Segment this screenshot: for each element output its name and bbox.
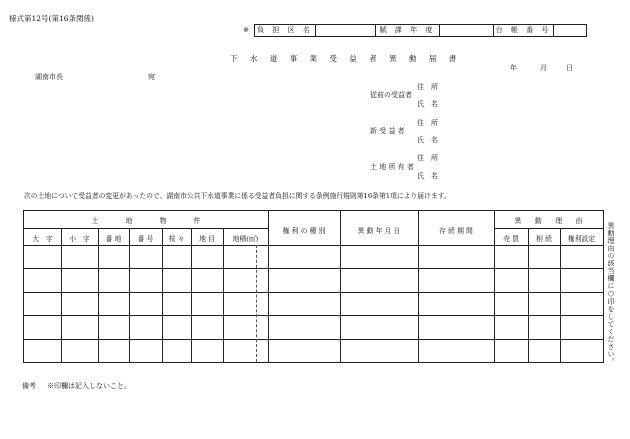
header-boxes [254,24,587,37]
date-day: 日 [566,64,573,72]
land-group-header: 土 地 物 件 [91,217,201,225]
col-baibai: 売 買 [503,235,519,243]
col-bango: 番 号 [137,235,154,243]
party-new-name: 氏 名 [417,136,438,144]
district-value[interactable] [315,25,375,36]
party-new-address: 住 所 [417,119,438,127]
col-chimoku: 地 目 [199,235,215,243]
party-new-role: 新 受 益 者 [370,127,405,135]
note-label: 備考 [22,382,36,390]
ledger-value[interactable] [553,25,588,36]
levy-year-value[interactable] [439,25,493,36]
col-change-date: 異 動 年 月 日 [357,227,401,235]
declaration-sentence: 次の土地について受益者の変更があったので、湖南市公共下水道事業に係る受益者負担に関する条例施行規則第16条第1項により届けます。 [24,192,451,200]
addressee-mayor: 湖南市長 [35,73,63,81]
col-chiseki: 地積(㎡) [232,235,259,243]
col-period: 存 続 期 間 [439,227,473,235]
document-title: 下 水 道 事 業 受 益 者 異 動 届 書 [230,54,462,63]
header-mark: ※ [243,26,249,34]
col-koaza: 小 字 [69,235,90,243]
ledger-label: 台 帳 番 号 [493,25,553,36]
party-previous-address: 住 所 [417,83,438,91]
party-previous-name: 氏 名 [417,100,438,108]
party-owner-name: 氏 名 [417,172,438,180]
col-souzoku: 相 続 [536,235,552,243]
addressee-suffix: 宛 [148,73,155,81]
reason-group-header: 異 動 理 由 [514,217,583,225]
district-label: 負 担 区 名 [257,26,313,34]
col-banchi: 番 地 [105,235,122,243]
note-text: ※印欄は記入しないこと。 [47,382,131,390]
col-kenri-settei: 権利設定 [567,235,596,243]
col-edaban: 枝 々 [168,235,185,243]
form-number: 様式第12号(第16条関係) [9,14,94,23]
date-month: 月 [540,64,547,72]
col-oaza: 大 字 [32,235,53,243]
levy-year-label: 賦 課 年 度 [375,25,439,36]
party-owner-role: 土 地 所 有 者 [370,163,414,171]
date-year: 年 [510,64,517,72]
land-table [23,210,604,363]
party-previous-role: 従前の受益者 [370,91,412,99]
side-note: 異動理由の該当欄に○印をしてください。 [607,222,615,366]
party-owner-address: 住 所 [417,154,438,162]
col-right-type: 権 利 の 種 別 [282,227,326,235]
